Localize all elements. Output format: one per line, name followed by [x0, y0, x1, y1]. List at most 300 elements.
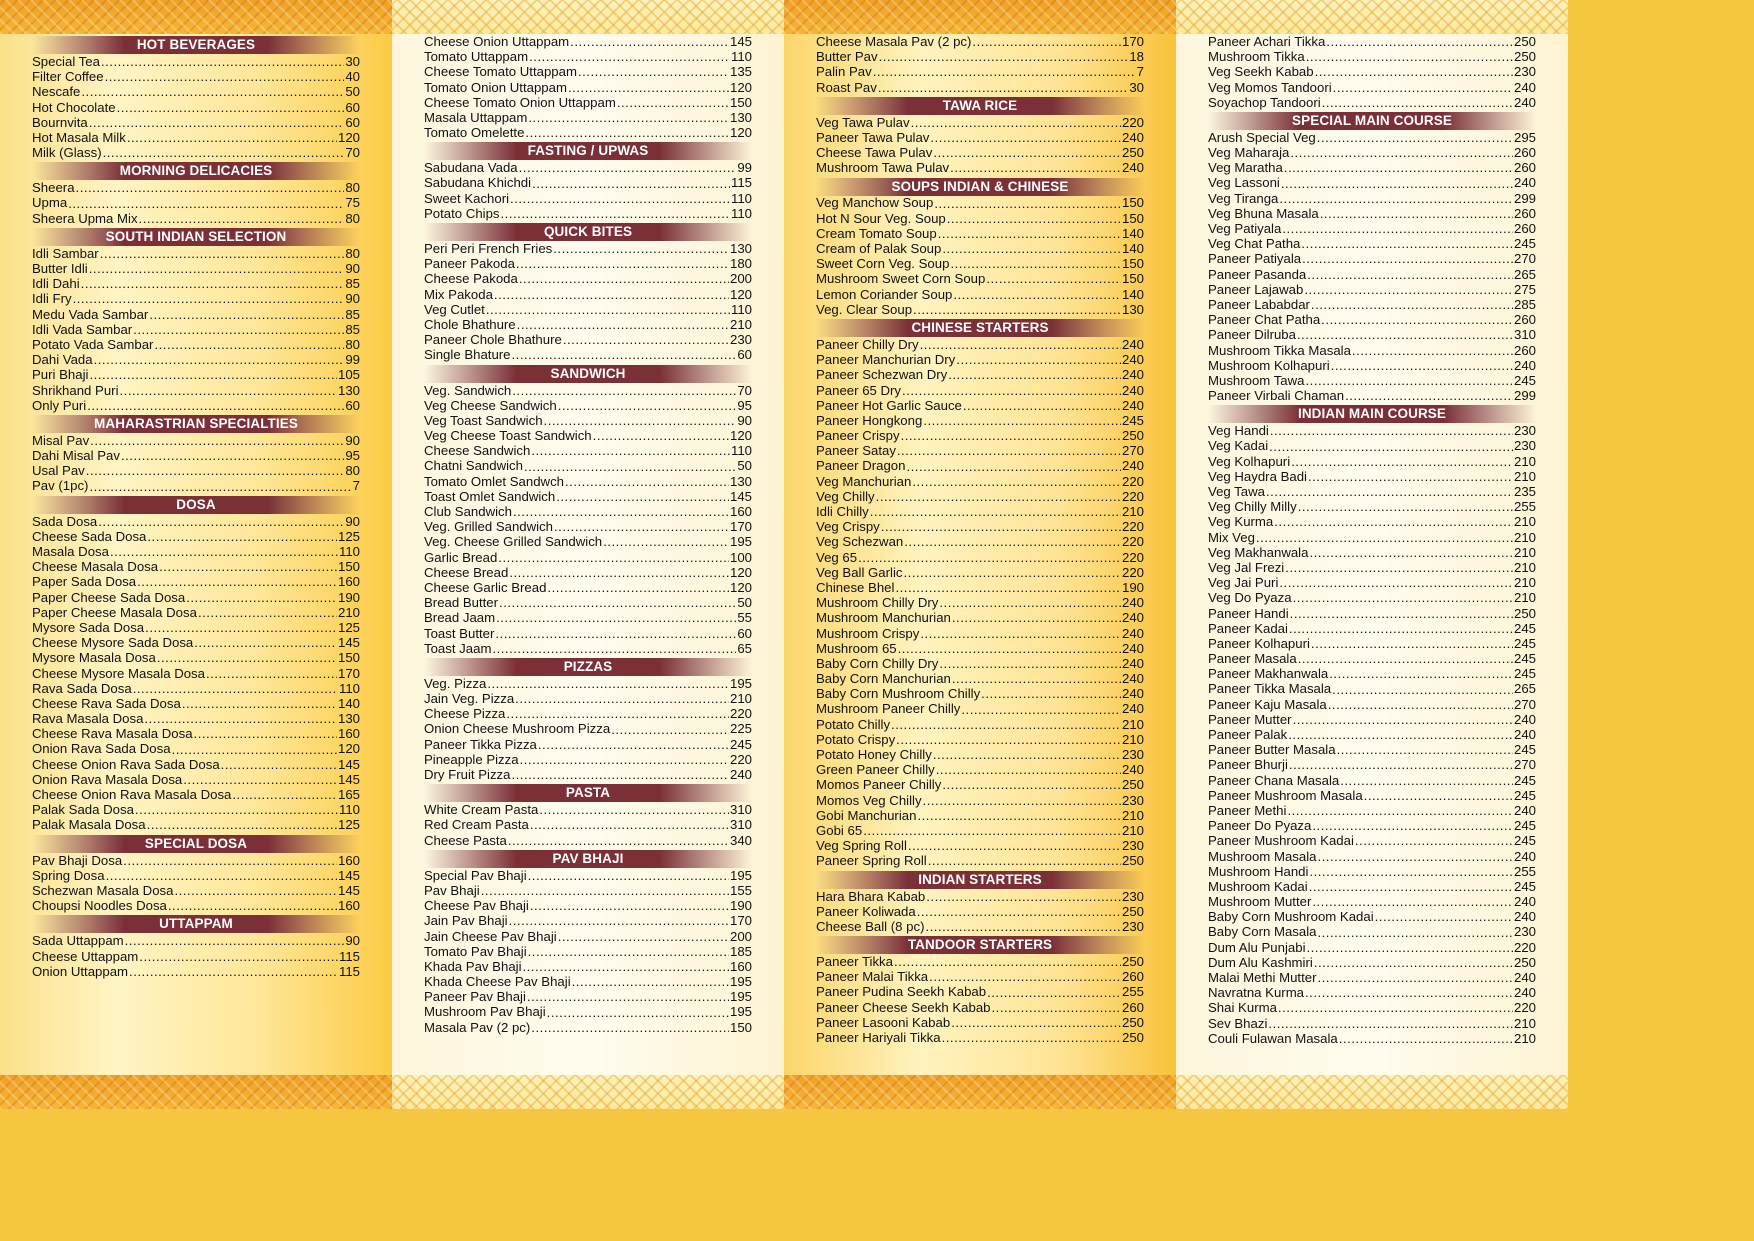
item-price: 220: [1121, 473, 1144, 489]
item-name: Jain Pav Bhaji: [424, 913, 508, 929]
dot-leader: [897, 443, 1121, 458]
item-price: 240: [1513, 79, 1536, 95]
item-name: Veg Cheese Sandwich: [424, 397, 557, 413]
dot-leader: [1333, 80, 1513, 95]
menu-item: [424, 802, 752, 817]
item-price: 235: [1513, 484, 1536, 500]
item-name: Lemon Coriander Soup: [816, 286, 953, 302]
item-name: Sabudana Vada: [424, 160, 518, 176]
item-price: 160: [337, 726, 360, 742]
menu-item: [32, 742, 360, 757]
item-price: 220: [729, 751, 752, 767]
dot-leader: [1364, 788, 1513, 803]
menu-item: [32, 964, 360, 979]
dot-leader: [578, 64, 729, 79]
item-name: Paneer Hot Garlic Sauce: [816, 397, 962, 413]
item-price: 240: [1121, 640, 1144, 656]
menu-item: [1208, 621, 1536, 636]
menu-item: [424, 256, 752, 271]
menu-item: [816, 969, 1144, 984]
dot-leader: [120, 383, 337, 398]
dot-leader: [1355, 833, 1513, 848]
dot-leader: [908, 838, 1121, 853]
dot-leader: [117, 100, 345, 115]
dot-leader: [194, 635, 337, 650]
item-name: Red Cream Pasta: [424, 817, 529, 833]
item-price: 160: [729, 504, 752, 520]
item-name: Paneer Tikka Masala: [1208, 681, 1332, 697]
menu-item: [1208, 206, 1536, 221]
menu-item: [32, 650, 360, 665]
item-name: Masala Uttappam: [424, 109, 528, 125]
menu-item: [424, 459, 752, 474]
item-name: Cheese Rava Masala Dosa: [32, 726, 193, 742]
menu-item: [1208, 191, 1536, 206]
item-name: Cheese Mysore Sada Dosa: [32, 635, 194, 651]
item-name: Veg 65: [816, 549, 858, 565]
item-price: 110: [338, 544, 360, 560]
dot-leader: [509, 565, 729, 580]
item-name: Potato Chips: [424, 205, 500, 221]
item-price: 110: [338, 802, 360, 818]
menu-item: [816, 398, 1144, 413]
item-name: Veg Chilly: [816, 488, 875, 504]
item-price: 245: [1121, 412, 1144, 428]
dot-leader: [1301, 236, 1513, 251]
item-name: Cheese Bread: [424, 564, 509, 580]
item-price: 245: [1513, 635, 1536, 651]
item-price: 245: [729, 736, 752, 752]
section-header: HOT BEVERAGES: [32, 36, 360, 54]
item-name: Dry Fruit Pizza: [424, 767, 511, 783]
item-price: 110: [338, 680, 360, 696]
dot-leader: [1317, 925, 1513, 940]
dot-leader: [1285, 560, 1513, 575]
item-price: 195: [729, 534, 752, 550]
item-name: Paneer Methi: [1208, 802, 1287, 818]
menu-item: [816, 474, 1144, 489]
item-price: 120: [729, 564, 752, 580]
menu-item: [32, 544, 360, 559]
dot-leader: [953, 287, 1121, 302]
dot-leader: [911, 115, 1121, 130]
dot-leader: [139, 211, 345, 226]
menu-item: [1208, 560, 1536, 575]
item-price: 245: [1513, 742, 1536, 758]
item-name: Paneer Achari Tikka: [1208, 33, 1326, 49]
menu-item: [816, 838, 1144, 853]
item-name: Paneer Tawa Pulav: [816, 129, 930, 145]
item-name: Onion Cheese Mushroom Pizza: [424, 721, 611, 737]
dot-leader: [948, 367, 1121, 382]
dot-leader: [183, 772, 337, 787]
dot-leader: [1309, 879, 1513, 894]
item-name: Arush Special Veg: [1208, 129, 1316, 145]
item-name: Navratna Kurma: [1208, 985, 1305, 1001]
item-name: Spring Dosa: [32, 867, 105, 883]
dot-leader: [942, 777, 1121, 792]
menu-item: [424, 206, 752, 221]
item-price: 180: [729, 256, 752, 272]
dot-leader: [963, 398, 1121, 413]
item-price: 220: [729, 706, 752, 722]
menu-item: [32, 383, 360, 398]
menu-item: [32, 367, 360, 382]
item-name: Veg Tiranga: [1208, 190, 1279, 206]
item-price: 250: [1121, 428, 1144, 444]
dot-leader: [1312, 894, 1513, 909]
item-price: 75: [345, 195, 360, 211]
menu-item: [32, 590, 360, 605]
item-price: 60: [737, 347, 752, 363]
menu-item: [424, 49, 752, 64]
dot-leader: [878, 80, 1128, 95]
menu-item: [32, 322, 360, 337]
item-name: Veg Spring Roll: [816, 838, 907, 854]
dot-leader: [198, 605, 337, 620]
item-price: 80: [345, 210, 360, 226]
menu-section: [32, 228, 360, 413]
item-name: Veg Jal Frezi: [1208, 559, 1285, 575]
dot-leader: [101, 54, 344, 69]
menu-item: [1208, 236, 1536, 251]
item-price: 240: [1121, 762, 1144, 778]
dot-leader: [611, 722, 729, 737]
menu-item: [424, 125, 752, 140]
item-name: Baby Corn Chilly Dry: [816, 655, 939, 671]
item-name: Paneer Chole Bhathure: [424, 332, 562, 348]
item-price: 90: [345, 261, 360, 277]
item-price: 220: [1121, 488, 1144, 504]
dot-leader: [942, 241, 1121, 256]
dot-leader: [519, 160, 737, 175]
dot-leader: [1317, 849, 1513, 864]
menu-item: [424, 752, 752, 767]
item-price: 270: [1513, 251, 1536, 267]
item-name: Sweet Corn Veg. Soup: [816, 256, 950, 272]
item-name: Paneer Handi: [1208, 605, 1289, 621]
menu-item: [816, 241, 1144, 256]
item-price: 310: [729, 817, 752, 833]
item-name: Mushroom Tikka Masala: [1208, 342, 1351, 358]
item-name: Baby Corn Mushroom Chilly: [816, 686, 981, 702]
dot-leader: [906, 459, 1121, 474]
item-name: Hot Chocolate: [32, 99, 116, 115]
dot-leader: [98, 514, 344, 529]
item-price: 250: [1513, 49, 1536, 65]
menu-item: [424, 944, 752, 959]
item-price: 130: [729, 109, 752, 125]
menu-item: [1208, 251, 1536, 266]
dot-leader: [144, 711, 337, 726]
menu-item: [1208, 651, 1536, 666]
dot-leader: [516, 256, 729, 271]
menu-item: [32, 261, 360, 276]
dot-leader: [554, 519, 729, 534]
menu-item: [32, 559, 360, 574]
item-price: 240: [1121, 625, 1144, 641]
item-price: 150: [729, 1019, 752, 1035]
dot-leader: [145, 620, 337, 635]
menu-item: [816, 671, 1144, 686]
dot-leader: [1328, 697, 1513, 712]
item-name: Veg Handi: [1208, 423, 1269, 439]
item-name: Garlic Bread: [424, 549, 498, 565]
menu-item: [816, 904, 1144, 919]
menu-item: [1208, 606, 1536, 621]
menu-section: [816, 34, 1144, 95]
item-price: 60: [737, 625, 752, 641]
section-header: QUICK BITES: [424, 223, 752, 241]
item-name: Cheese Tawa Pulav: [816, 145, 933, 161]
dot-leader: [206, 666, 337, 681]
item-name: Masala Dosa: [32, 544, 109, 560]
item-name: Idli Sambar: [32, 245, 99, 261]
menu-item: [1208, 940, 1536, 955]
item-name: Baby Corn Masala: [1208, 924, 1317, 940]
item-name: Schezwan Masala Dosa: [32, 882, 174, 898]
item-name: Dahi Vada: [32, 352, 93, 368]
item-name: Misal Pav: [32, 432, 90, 448]
dot-leader: [506, 706, 729, 721]
item-name: Cheese Pakoda: [424, 271, 518, 287]
dot-leader: [898, 641, 1121, 656]
item-name: Paneer Lababdar: [1208, 296, 1310, 312]
item-name: Paneer Kadai: [1208, 620, 1288, 636]
item-price: 230: [1513, 924, 1536, 940]
item-name: Cheese Onion Rava Sada Dosa: [32, 756, 220, 772]
item-price: 250: [1513, 954, 1536, 970]
dot-leader: [956, 352, 1121, 367]
menu-section: [424, 658, 752, 782]
item-price: 105: [337, 367, 360, 383]
item-name: Palak Sada Dosa: [32, 802, 134, 818]
dot-leader: [501, 206, 730, 221]
menu-item: [1208, 757, 1536, 772]
item-price: 225: [729, 721, 752, 737]
dot-leader: [1297, 327, 1513, 342]
item-price: 240: [1513, 357, 1536, 373]
item-price: 230: [1513, 438, 1536, 454]
item-price: 210: [729, 316, 752, 332]
item-price: 145: [337, 867, 360, 883]
item-name: Paneer Makhanwala: [1208, 666, 1329, 682]
item-price: 195: [729, 867, 752, 883]
item-price: 210: [337, 604, 360, 620]
item-name: Paneer Dilruba: [1208, 327, 1296, 343]
dot-leader: [89, 479, 351, 494]
dot-leader: [938, 226, 1121, 241]
item-price: 230: [1121, 918, 1144, 934]
dot-leader: [917, 904, 1121, 919]
menu-item: [1208, 1016, 1536, 1031]
menu-item: [424, 474, 752, 489]
dot-leader: [870, 504, 1121, 519]
item-name: Nescafe: [32, 84, 81, 100]
item-name: Cheese Pav Bhaji: [424, 898, 529, 914]
item-price: 170: [1121, 33, 1144, 49]
section-header: SOUPS INDIAN & CHINESE: [816, 178, 1144, 196]
dot-leader: [531, 1020, 729, 1035]
menu-item: [424, 595, 752, 610]
item-name: Malai Methi Mutter: [1208, 970, 1317, 986]
dot-leader: [525, 125, 729, 140]
item-name: Cheese Onion Rava Masala Dosa: [32, 787, 232, 803]
dot-leader: [1332, 682, 1513, 697]
menu-item: [424, 317, 752, 332]
menu-item: [1208, 985, 1536, 1000]
item-name: Green Paneer Chilly: [816, 762, 935, 778]
dot-leader: [509, 913, 729, 928]
menu-item: [424, 34, 752, 49]
menu-item: [32, 666, 360, 681]
item-price: 190: [337, 589, 360, 605]
item-name: Cheese Rava Sada Dosa: [32, 695, 181, 711]
dot-leader: [186, 590, 337, 605]
item-price: 250: [1121, 1014, 1144, 1030]
menu-item: [816, 747, 1144, 762]
item-name: Paper Cheese Sada Dosa: [32, 589, 186, 605]
item-price: 115: [338, 948, 360, 964]
menu-item: [816, 808, 1144, 823]
menu-item: [1208, 221, 1536, 236]
menu-item: [424, 519, 752, 534]
item-price: 85: [345, 306, 360, 322]
menu-item: [424, 241, 752, 256]
dot-leader: [87, 398, 344, 413]
dot-leader: [499, 595, 736, 610]
menu-item: [1208, 1031, 1536, 1046]
item-price: 245: [1513, 620, 1536, 636]
item-name: Paneer Palak: [1208, 727, 1288, 743]
item-price: 160: [729, 958, 752, 974]
dot-leader: [182, 696, 337, 711]
menu-item: [424, 110, 752, 125]
item-price: 165: [337, 787, 360, 803]
dot-leader: [123, 853, 337, 868]
menu-item: [32, 883, 360, 898]
menu-item: [1208, 742, 1536, 757]
menu-item: [1208, 833, 1536, 848]
menu-item: [1208, 499, 1536, 514]
dot-leader: [133, 681, 338, 696]
dot-leader: [876, 489, 1121, 504]
dot-leader: [934, 196, 1121, 211]
item-name: Onion Uttappam: [32, 963, 129, 979]
menu-item: [816, 337, 1144, 352]
item-price: 100: [729, 549, 752, 565]
dot-leader: [1302, 251, 1513, 266]
item-price: 190: [729, 898, 752, 914]
dot-leader: [863, 823, 1121, 838]
item-name: Tomato Onion Uttappam: [424, 79, 567, 95]
item-price: 160: [337, 898, 360, 914]
item-price: 240: [729, 767, 752, 783]
menu-section: [32, 415, 360, 494]
item-name: Veg Maharaja: [1208, 145, 1290, 161]
menu-item: [816, 80, 1144, 95]
item-price: 90: [345, 513, 360, 529]
item-price: 120: [729, 579, 752, 595]
item-name: Medu Vada Sambar: [32, 306, 149, 322]
item-price: 185: [729, 943, 752, 959]
dot-leader: [1375, 909, 1513, 924]
item-price: 110: [730, 301, 752, 317]
menu-item: [816, 367, 1144, 382]
menu-item: [424, 160, 752, 175]
item-name: Veg Seekh Kabab: [1208, 64, 1314, 80]
item-price: 210: [729, 691, 752, 707]
item-name: Paneer Chana Masala: [1208, 772, 1340, 788]
item-name: Veg Schezwan: [816, 534, 904, 550]
menu-item: [816, 626, 1144, 641]
dot-leader: [139, 949, 338, 964]
menu-item: [32, 115, 360, 130]
item-name: Usal Pav: [32, 463, 85, 479]
dot-leader: [558, 929, 729, 944]
item-name: Bournvita: [32, 114, 88, 130]
item-price: 245: [1513, 818, 1536, 834]
item-name: Masala Pav (2 pc): [424, 1019, 531, 1035]
item-name: Cream Tomato Soup: [816, 225, 937, 241]
menu-section: [32, 496, 360, 833]
item-price: 110: [730, 190, 752, 206]
dot-leader: [923, 413, 1121, 428]
section-header: TAWA RICE: [816, 97, 1144, 115]
item-price: 260: [1121, 999, 1144, 1015]
item-price: 245: [1513, 236, 1536, 252]
item-name: Paneer Manchurian Dry: [816, 352, 956, 368]
item-price: 240: [1121, 397, 1144, 413]
decorative-border-top: [784, 0, 1176, 34]
item-name: Paneer Hariyali Tikka: [816, 1030, 941, 1046]
item-name: Paneer 65 Dry: [816, 382, 902, 398]
dot-leader: [539, 802, 729, 817]
item-price: 210: [1513, 575, 1536, 591]
item-name: Veg Chat Patha: [1208, 236, 1301, 252]
item-price: 60: [345, 99, 360, 115]
menu-item: [32, 868, 360, 883]
dot-leader: [992, 1000, 1121, 1015]
menu-item: [424, 868, 752, 883]
dot-leader: [81, 84, 344, 99]
item-price: 195: [729, 989, 752, 1005]
menu-item: [424, 534, 752, 549]
item-name: Potato Crispy: [816, 731, 896, 747]
menu-item: [424, 347, 752, 362]
decorative-border-bottom: [392, 1075, 784, 1109]
menu-item: [1208, 267, 1536, 282]
menu-item: [32, 398, 360, 413]
item-price: 65: [737, 640, 752, 656]
item-price: 90: [345, 291, 360, 307]
item-name: Mushroom Kadai: [1208, 878, 1308, 894]
dot-leader: [603, 534, 729, 549]
item-price: 90: [345, 432, 360, 448]
item-name: Paneer Pakoda: [424, 256, 515, 272]
dot-leader: [593, 428, 729, 443]
dot-leader: [498, 550, 729, 565]
dot-leader: [981, 686, 1121, 701]
menu-section: [32, 915, 360, 979]
menu-item: [1208, 575, 1536, 590]
item-name: Mushroom Pav Bhaji: [424, 1004, 546, 1020]
item-name: Paneer Koliwada: [816, 903, 916, 919]
item-name: Sada Uttappam: [32, 933, 124, 949]
dot-leader: [933, 145, 1121, 160]
dot-leader: [1326, 34, 1513, 49]
dot-leader: [556, 489, 729, 504]
